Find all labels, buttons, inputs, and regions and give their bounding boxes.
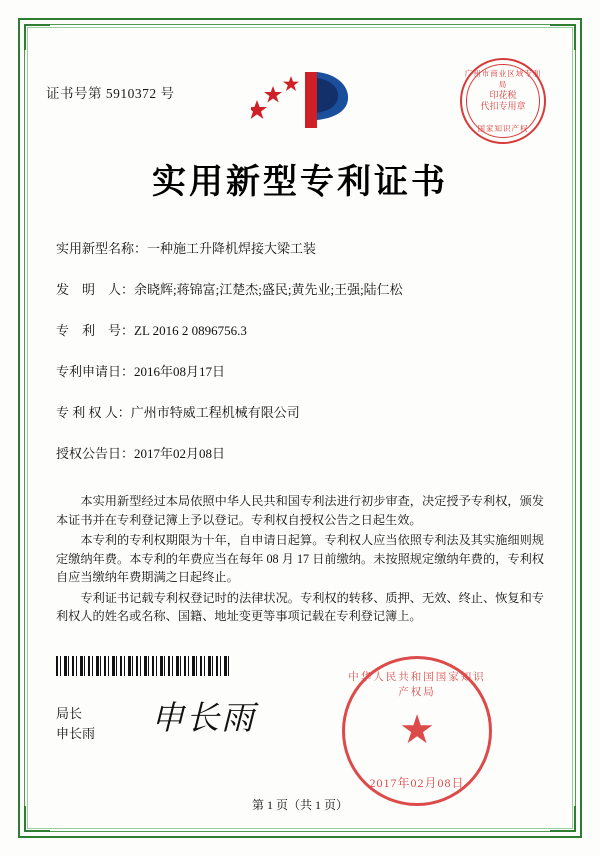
national-ip-office-seal bbox=[342, 656, 492, 806]
seal-arc-text: 中华人民共和国国家知识产权局 bbox=[348, 672, 486, 698]
field-value: 广州市特威工程机械有限公司 bbox=[130, 405, 300, 420]
field-label: 实用新型名称： bbox=[56, 241, 148, 256]
field-value: 一种施工升降机焊接大梁工装 bbox=[147, 241, 317, 256]
seal-date: 2017年02月08日 bbox=[369, 776, 465, 790]
field-label: 发 明 人： bbox=[56, 282, 135, 297]
seal-center-line1: 印花税 bbox=[489, 90, 517, 100]
signature-block bbox=[56, 704, 95, 744]
field-row-application-date bbox=[56, 362, 546, 382]
page-footer: 第 1 页（共 1 页） bbox=[251, 798, 348, 812]
field-row-inventors bbox=[56, 280, 546, 300]
field-label: 授权公告日： bbox=[56, 446, 135, 461]
field-label: 专 利 权 人： bbox=[56, 405, 131, 420]
certificate-content bbox=[46, 44, 554, 812]
field-value: 2016年08月17日 bbox=[134, 364, 226, 379]
legal-paragraph-1: 本实用新型经过本局依照中华人民共和国专利法进行初步审查，决定授予专利权，颁发本证书并在专利登记簿上予以登记。专利权自授权公告之日起生效。 bbox=[56, 494, 544, 527]
legal-paragraph-2: 本专利的专利权期限为十年，自申请日起算。专利权人应当依照专利法及其实施细则规定缴纳年费。本专利的年费应当在每年 08 月 17 日前缴纳。未按照规定缴纳年费的，专利权自应当缴纳年费期满之日起终止。 bbox=[56, 533, 544, 584]
seal-top-arc-text: 广州市商业区域专利局 bbox=[464, 69, 542, 89]
seal-center-line2: 代扣专用章 bbox=[480, 101, 526, 111]
seal-center-text bbox=[462, 90, 544, 112]
field-value: ZL 2016 2 0896756.3 bbox=[134, 323, 247, 338]
field-value: 2017年02月08日 bbox=[134, 446, 226, 461]
handwritten-signature: 申长雨 bbox=[151, 701, 256, 737]
tax-stamp-seal bbox=[460, 58, 546, 144]
signature-name: 申长雨 bbox=[56, 726, 96, 741]
legal-paragraph-3: 专利证书记载专利权登记时的法律状况。专利权的转移、质押、无效、终止、恢复和专利权人的姓名或名称、国籍、地址变更等事项记载在专利登记簿上。 bbox=[56, 590, 544, 623]
signature-role-label: 局长 bbox=[56, 706, 83, 721]
field-row-utility-model-name bbox=[56, 239, 546, 259]
field-list bbox=[56, 239, 546, 485]
national-emblem-icon: ★ bbox=[399, 707, 435, 753]
certificate-number: 证书号第 5910372 号 bbox=[46, 86, 175, 101]
cnipa-logo-icon bbox=[251, 66, 361, 142]
barcode bbox=[56, 656, 232, 676]
page-title: 实用新型专利证书 bbox=[152, 164, 448, 201]
field-row-grant-date bbox=[56, 444, 546, 464]
field-row-patent-number bbox=[56, 321, 546, 341]
field-value: 余晓辉;蒋锦富;江楚杰;盛民;黄先业;王强;陆仁松 bbox=[134, 282, 403, 297]
field-row-patentee bbox=[56, 403, 546, 423]
seal-bottom-arc-text: 国家知识产权 bbox=[477, 124, 529, 133]
field-label: 专 利 号： bbox=[56, 323, 135, 338]
legal-text-block bbox=[56, 492, 544, 628]
field-label: 专利申请日： bbox=[56, 364, 135, 379]
